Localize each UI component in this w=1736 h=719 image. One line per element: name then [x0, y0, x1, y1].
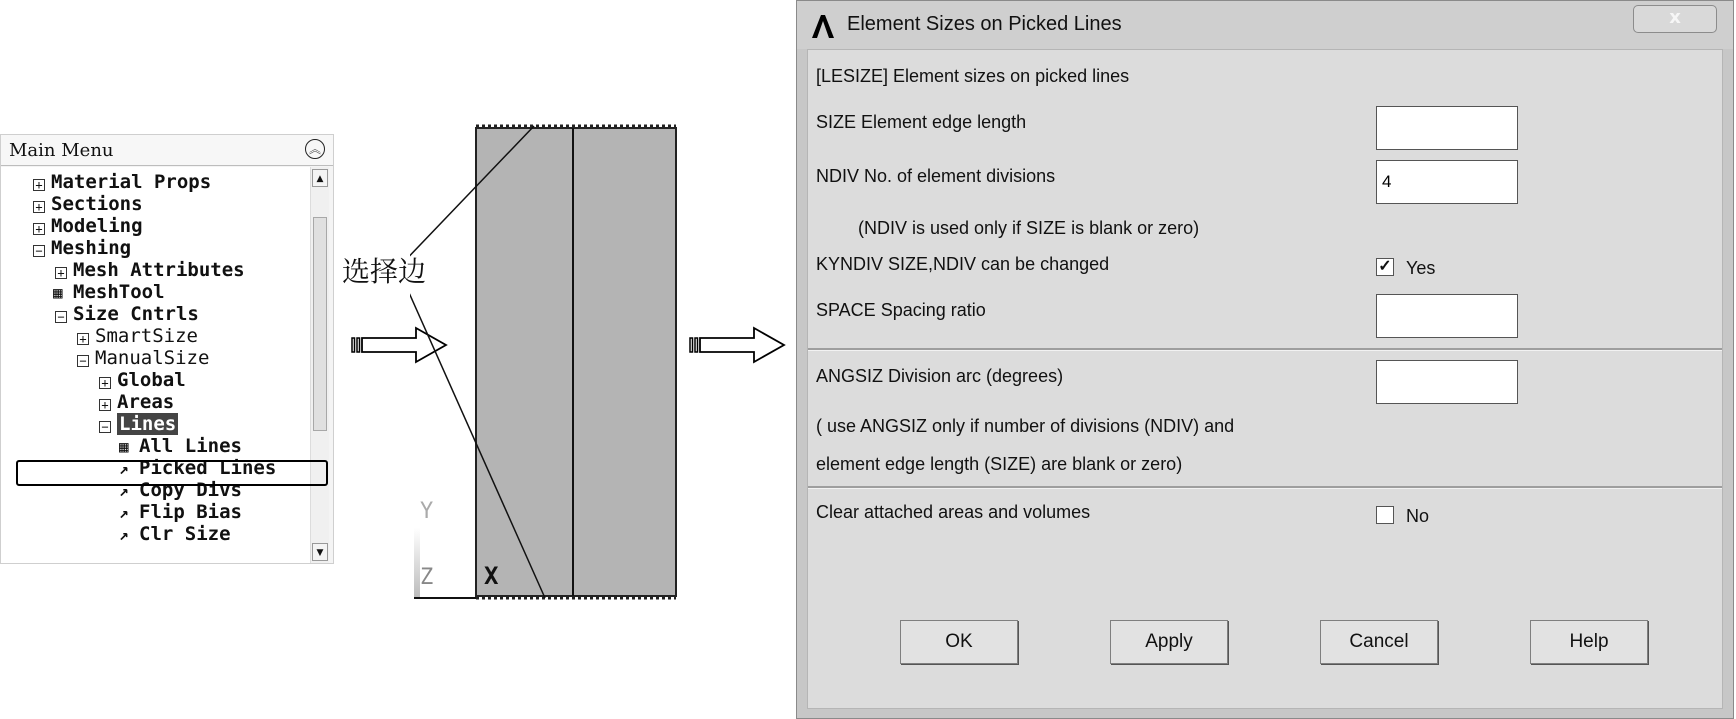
scroll-down-icon[interactable]: ▼: [312, 543, 328, 561]
area-shape: [476, 128, 676, 596]
triad-x-label: X: [484, 562, 499, 590]
element-sizes-dialog: [796, 0, 1734, 719]
space-label: SPACE Spacing ratio: [816, 300, 986, 320]
tree-item-meshing[interactable]: − Meshing: [33, 237, 131, 259]
lesize-header: [LESIZE] Element sizes on picked lines: [816, 66, 1130, 86]
select-edge-caption: 选择边: [342, 255, 427, 288]
picked-lines-highlight-box: [16, 460, 328, 486]
tree-item-meshtool[interactable]: ▦ MeshTool: [53, 281, 165, 303]
flow-arrow-icon: [688, 326, 788, 364]
tree-item-modeling[interactable]: + Modeling: [33, 215, 143, 237]
expand-icon[interactable]: +: [99, 399, 111, 411]
tree-item-mesh-attributes[interactable]: + Mesh Attributes: [55, 259, 245, 281]
dialog-icon: ▦: [119, 437, 129, 456]
tree-item-sections[interactable]: + Sections: [33, 193, 143, 215]
expand-icon[interactable]: +: [55, 267, 67, 279]
triad-z-label: Z: [420, 565, 434, 590]
separator: [808, 486, 1722, 489]
size-label: SIZE Element edge length: [816, 112, 1027, 132]
ndiv-input[interactable]: [1376, 160, 1518, 204]
separator: [808, 348, 1722, 351]
kyndiv-checkbox[interactable]: ✓: [1376, 258, 1394, 276]
kyndiv-label: KYNDIV SIZE,NDIV can be changed: [816, 254, 1110, 274]
expand-icon[interactable]: +: [33, 201, 45, 213]
triad-y-label: Y: [420, 499, 434, 524]
model-viewport[interactable]: [410, 110, 700, 610]
angsiz-input[interactable]: [1376, 360, 1518, 404]
clear-label: Clear attached areas and volumes: [816, 502, 1091, 522]
tree-item-manualsize[interactable]: − ManualSize: [77, 347, 209, 369]
pick-arrow-icon: ↗: [119, 503, 129, 522]
dialog-icon: ▦: [53, 283, 63, 302]
ndiv-note: (NDIV is used only if SIZE is blank or zero): [858, 218, 1200, 238]
scroll-up-icon[interactable]: ▲: [312, 169, 328, 187]
expand-icon[interactable]: +: [33, 223, 45, 235]
clear-checkbox[interactable]: [1376, 506, 1394, 524]
cancel-button[interactable]: Cancel: [1320, 620, 1438, 664]
tree-item-material-props[interactable]: + Material Props: [33, 171, 211, 193]
apply-button[interactable]: Apply: [1110, 620, 1228, 664]
collapse-icon[interactable]: −: [55, 311, 67, 323]
main-menu-title: Main Menu: [9, 140, 114, 161]
main-menu-header: [1, 135, 333, 166]
collapse-icon[interactable]: −: [99, 421, 111, 433]
tree-item-all-lines[interactable]: ▦ All Lines: [119, 435, 242, 457]
collapse-icon[interactable]: −: [33, 245, 45, 257]
help-button[interactable]: Help: [1530, 620, 1648, 664]
ok-button[interactable]: OK: [900, 620, 1018, 664]
dialog-body: [807, 49, 1723, 709]
collapse-icon[interactable]: −: [77, 355, 89, 367]
tree-item-picked-lines[interactable]: ↗ Picked Lines: [119, 457, 277, 479]
tree-item-flip-bias[interactable]: ↗ Flip Bias: [119, 501, 242, 523]
tree-item-smartsize[interactable]: + SmartSize: [77, 325, 198, 347]
size-input[interactable]: [1376, 106, 1518, 150]
menu-tree: [1, 167, 311, 563]
space-input[interactable]: [1376, 294, 1518, 338]
angsiz-note-line1: ( use ANGSIZ only if number of divisions (NDIV) and: [816, 416, 1235, 436]
tree-item-global[interactable]: + Global: [99, 369, 186, 391]
tree-item-lines[interactable]: − Lines: [99, 413, 178, 435]
expand-icon[interactable]: +: [77, 333, 89, 345]
expand-icon[interactable]: +: [99, 377, 111, 389]
angsiz-note-line2: element edge length (SIZE) are blank or zero): [816, 454, 1183, 474]
menu-scrollbar[interactable]: [310, 167, 329, 563]
dialog-title: Element Sizes on Picked Lines: [847, 13, 1122, 35]
kyndiv-value: Yes: [1406, 258, 1436, 278]
tree-item-size-cntrls[interactable]: − Size Cntrls: [55, 303, 199, 325]
main-menu-panel: [0, 134, 334, 564]
pick-arrow-icon: ↗: [119, 459, 129, 478]
expand-icon[interactable]: +: [33, 179, 45, 191]
tree-item-areas[interactable]: + Areas: [99, 391, 174, 413]
tree-item-clr-size[interactable]: ↗ Clr Size: [119, 523, 231, 545]
clear-value: No: [1406, 506, 1430, 526]
pick-arrow-icon: ↗: [119, 481, 129, 500]
close-icon[interactable]: x: [1633, 5, 1717, 33]
scroll-thumb[interactable]: [313, 217, 327, 431]
angsiz-label: ANGSIZ Division arc (degrees): [816, 366, 1064, 386]
double-chevron-up-icon[interactable]: ︽: [305, 139, 325, 159]
pick-arrow-icon: ↗: [119, 525, 129, 544]
dialog-titlebar[interactable]: [797, 1, 1733, 49]
ndiv-label: NDIV No. of element divisions: [816, 166, 1056, 186]
tree-item-copy-divs[interactable]: ↗ Copy Divs: [119, 479, 242, 501]
ansys-logo-icon: [810, 13, 836, 39]
